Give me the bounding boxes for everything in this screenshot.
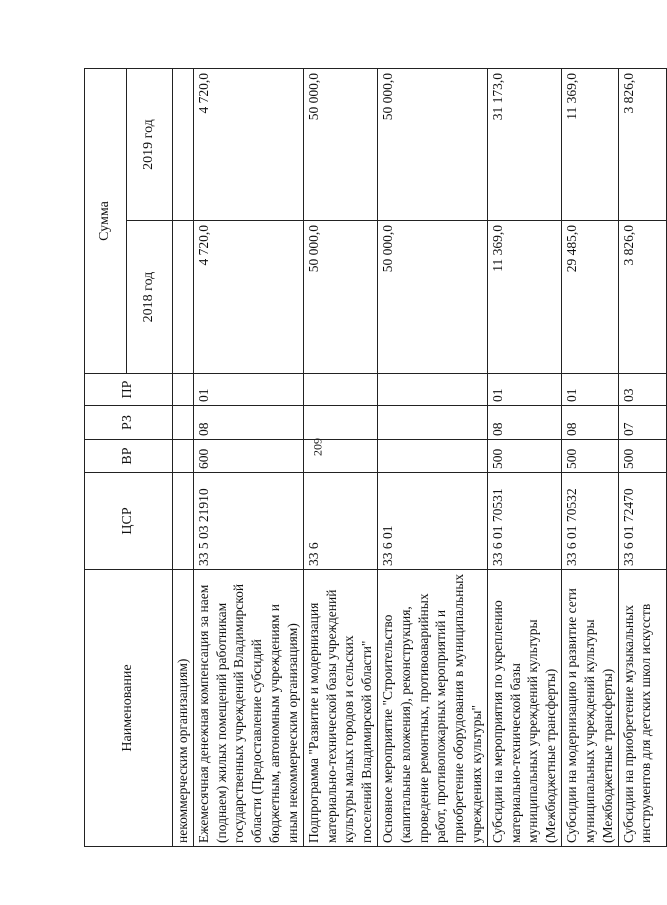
cell-vr: 600: [193, 440, 303, 473]
cell-vr: 500: [618, 440, 666, 473]
cell-pr: 03: [618, 374, 666, 406]
cell-y2018: 11 369,0: [487, 221, 561, 374]
cell-vr: [377, 440, 487, 473]
cell-y2019: 4 720,0: [193, 69, 303, 221]
page-number: 209: [310, 438, 325, 456]
cell-y2018: 4 720,0: [193, 221, 303, 374]
header-pr: ПР: [85, 374, 173, 406]
cell-csr: 33 6 01: [377, 473, 487, 570]
cell-csr: 33 5 03 21910: [193, 473, 303, 570]
cell-vr: 500: [487, 440, 561, 473]
header-name: Наименование: [85, 570, 173, 847]
cell-y2019: 31 173,0: [487, 69, 561, 221]
header-csr: ЦСР: [85, 473, 173, 570]
cell-rz: 08: [487, 406, 561, 440]
cell-pr: 01: [562, 374, 618, 406]
table-row: [193, 69, 303, 847]
cell-pr: 01: [487, 374, 561, 406]
cell-y2019: 11 369,0: [562, 69, 618, 221]
cell-name: Субсидии на мероприятия по укреплению материально-технической базы муниципальных учреждений культуры (Межбюджетные трансферты): [487, 570, 561, 847]
cell-rz: [377, 406, 487, 440]
cell-y2018: [173, 221, 194, 374]
cell-name: Подпрограмма "Развитие и модернизация материально-технической базы учреждений культуры малых городов и сельских поселений Владимирской области": [303, 570, 377, 847]
cell-rz: 08: [562, 406, 618, 440]
cell-vr: 500: [562, 440, 618, 473]
cell-y2018: 3 826,0: [618, 221, 666, 374]
header-2018: 2018 год: [127, 221, 173, 374]
table-body: [173, 69, 667, 847]
cell-name: Субсидии на модернизацию и развитие сети муниципальных учреждений культуры (Межбюджетные трансферты): [562, 570, 618, 847]
cell-csr: 33 6 01 72470: [618, 473, 666, 570]
table-row: [303, 69, 377, 847]
cell-csr: 33 6 01 70531: [487, 473, 561, 570]
table-row: [618, 69, 666, 847]
cell-name: Ежемесячная денежная компенсация за наем (поднаем) жилых помещений работникам государственных учреждений Владимирской области (Предоставление субсидий бюджетным, автономным учреждениям и иным некоммерческим организациям): [193, 570, 303, 847]
header-rz: РЗ: [85, 406, 173, 440]
cell-csr: 33 6: [303, 473, 377, 570]
cell-rz: 07: [618, 406, 666, 440]
budget-table: [84, 68, 667, 847]
cell-csr: [173, 473, 194, 570]
cell-pr: [173, 374, 194, 406]
table-row: [562, 69, 618, 847]
cell-rz: [303, 406, 377, 440]
table-row: [173, 69, 194, 847]
cell-name: Основное мероприятие "Строительство (капитальные вложения), реконструкция, проведение ремонтных, противоаварийных работ, противопожарных мероприятий и приобретение оборудования в муниципальных учреждениях культуры": [377, 570, 487, 847]
rotated-page: [84, 69, 654, 847]
cell-y2019: [173, 69, 194, 221]
cell-y2019: 3 826,0: [618, 69, 666, 221]
cell-y2018: 50 000,0: [377, 221, 487, 374]
cell-y2019: 50 000,0: [377, 69, 487, 221]
cell-rz: [173, 406, 194, 440]
cell-rz: 08: [193, 406, 303, 440]
header-vr: ВР: [85, 440, 173, 473]
cell-y2018: 50 000,0: [303, 221, 377, 374]
header-2019: 2019 год: [127, 69, 173, 221]
cell-pr: [303, 374, 377, 406]
cell-pr: 01: [193, 374, 303, 406]
cell-y2019: 50 000,0: [303, 69, 377, 221]
cell-name: некоммерческим организациям): [173, 570, 194, 847]
cell-vr: [303, 440, 377, 473]
header-sum: Сумма: [85, 69, 127, 374]
cell-csr: 33 6 01 70532: [562, 473, 618, 570]
cell-vr: [173, 440, 194, 473]
table-row: [377, 69, 487, 847]
cell-name: Субсидии на приобретение музыкальных инструментов для детских школ искусств: [618, 570, 666, 847]
cell-pr: [377, 374, 487, 406]
table-row: [487, 69, 561, 847]
cell-y2018: 29 485,0: [562, 221, 618, 374]
